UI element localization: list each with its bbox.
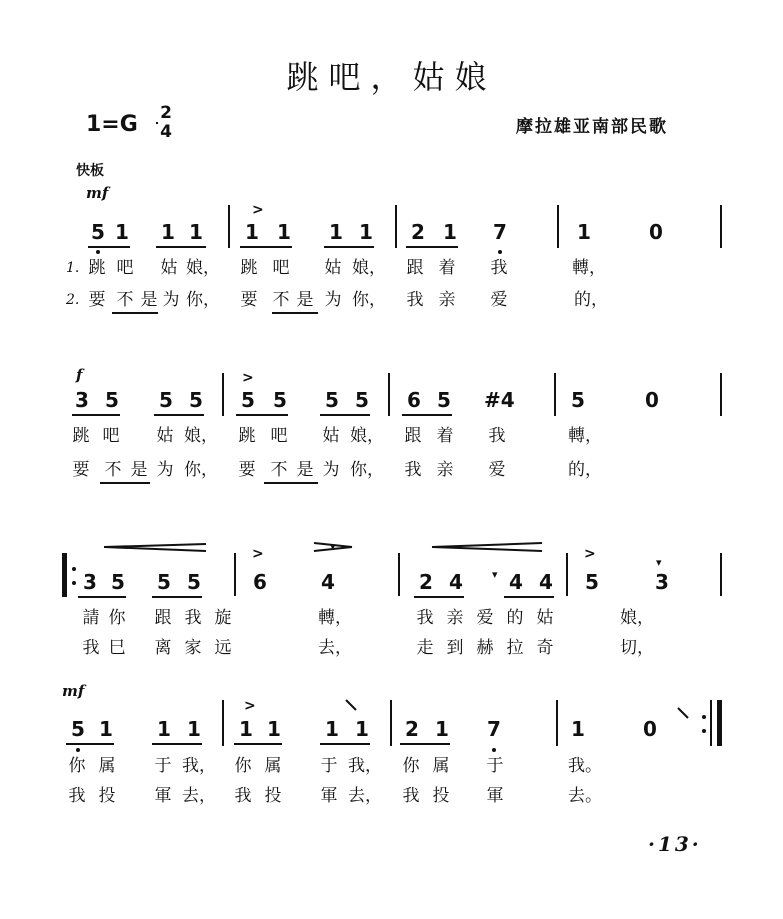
line3-verse2-lyric: 走 xyxy=(416,638,434,658)
line2-verse2-lyric: 的， xyxy=(568,460,602,480)
line1-verse1-lyric: 姑 xyxy=(160,258,178,278)
line2-verse1-lyric: 吧 xyxy=(270,426,288,446)
line1-note: 1 xyxy=(577,220,591,244)
line4-verse2-lyric: 我 xyxy=(234,786,252,806)
line4-note: 1 xyxy=(187,717,201,741)
line2-note: 5 xyxy=(325,388,339,412)
line3-note: 4 xyxy=(449,570,463,594)
line1-note: 1 xyxy=(115,220,129,244)
line3-note: 5 xyxy=(157,570,171,594)
line3-verse2-lyric: 远 xyxy=(214,638,232,658)
line2-verse2-lyric: 我 xyxy=(404,460,422,480)
line4-verse2-lyric: 軍 xyxy=(154,786,172,806)
line3-note: 5 xyxy=(111,570,125,594)
line2-verse1-lyric: 吧 xyxy=(102,426,120,446)
line2-verse1-lyric: 姑 xyxy=(322,426,340,446)
line3-note: 3 xyxy=(655,570,669,594)
line1-verse2-lyric: 要 xyxy=(88,290,106,310)
line2-verse2-lyric: 不 xyxy=(104,460,122,480)
line4-verse2-lyric: 去， xyxy=(348,786,382,806)
line3-verse1-lyric: 跟 xyxy=(154,608,172,628)
line2-verse1-lyric: 娘， xyxy=(184,426,218,446)
line2-note: 5 xyxy=(105,388,119,412)
line3-verse2-lyric: 拉 xyxy=(506,638,524,658)
dynamic-f-line2: f xyxy=(76,366,83,384)
line4-verse2-lyric: 投 xyxy=(264,786,282,806)
line3-verse1-lyric: 亲 xyxy=(446,608,464,628)
line1-verse2-lyric: 爱 xyxy=(490,290,508,310)
line4-verse1-lyric: 我， xyxy=(348,756,382,776)
line1-verse2-lyric: 不 xyxy=(272,290,290,310)
line1-verse2-lyric: 亲 xyxy=(438,290,456,310)
line2-verse2-lyric: 亲 xyxy=(436,460,454,480)
line4-verse1-lyric: 于 xyxy=(486,756,504,776)
line4-verse1-lyric: 属 xyxy=(98,756,116,776)
line2-note: 3 xyxy=(75,388,89,412)
line3-note: 5 xyxy=(187,570,201,594)
line4-verse2-lyric: 去。 xyxy=(568,786,602,806)
line2-note: 6 xyxy=(407,388,421,412)
accent-mark: > xyxy=(584,546,596,562)
line2-note: 5 xyxy=(159,388,173,412)
line4-verse1-lyric: 于 xyxy=(320,756,338,776)
line2-verse1-lyric: 着 xyxy=(436,426,454,446)
line3-verse2-lyric: 奇 xyxy=(536,638,554,658)
line3-verse1-lyric: 我 xyxy=(184,608,202,628)
line4-verse1-lyric: 你 xyxy=(68,756,86,776)
line4-note: 1 xyxy=(239,717,253,741)
tempo-marking: 快板 xyxy=(76,163,104,179)
line3-verse1-lyric: 旋 xyxy=(214,608,232,628)
line2-verse1-lyric: 娘， xyxy=(350,426,384,446)
key-signature: 1=G xyxy=(86,112,138,137)
line4-note: 1 xyxy=(571,717,585,741)
verse-number-2: 2. xyxy=(66,292,80,308)
line3-verse2-lyric: 家 xyxy=(184,638,202,658)
line1-verse2-lyric: 为 xyxy=(324,290,342,310)
line1-verse1-lyric: 吧 xyxy=(116,258,134,278)
line4-note: 1 xyxy=(435,717,449,741)
line1-verse1-lyric: 轉， xyxy=(572,258,606,278)
line1-verse1-lyric: 我 xyxy=(490,258,508,278)
line1-verse1-lyric: 娘， xyxy=(186,258,220,278)
line4-note: 5 xyxy=(71,717,85,741)
line4-verse2-lyric: 軍 xyxy=(486,786,504,806)
line4-verse2-lyric: 軍 xyxy=(320,786,338,806)
verse-number-1: 1. xyxy=(66,260,80,276)
line2-verse2-lyric: 你， xyxy=(350,460,384,480)
line4-verse1-lyric: 我。 xyxy=(568,756,602,776)
line3-verse1-lyric: 的 xyxy=(506,608,524,628)
crescendo-hairpin-2 xyxy=(432,543,542,551)
line4-verse2-lyric: 我 xyxy=(68,786,86,806)
line1-verse1-lyric: 姑 xyxy=(324,258,342,278)
line3-note: 2 xyxy=(419,570,433,594)
line2-verse2-lyric: 是 xyxy=(130,460,148,480)
line4-note: 1 xyxy=(325,717,339,741)
line4-verse1-lyric: 你 xyxy=(402,756,420,776)
line1-note: 2 xyxy=(411,220,425,244)
accent-mark: > xyxy=(244,698,256,714)
line3-verse2-lyric: 到 xyxy=(446,638,464,658)
line1-verse1-lyric: 着 xyxy=(438,258,456,278)
line3-verse1-lyric: 你 xyxy=(108,608,126,628)
line3-verse1-lyric: 我 xyxy=(416,608,434,628)
line4-verse2-lyric: 投 xyxy=(432,786,450,806)
line4-verse1-lyric: 于 xyxy=(154,756,172,776)
line2-note: 5 xyxy=(571,388,585,412)
line3-note: 3 xyxy=(83,570,97,594)
line4-note: 1 xyxy=(99,717,113,741)
line2-note: 5 xyxy=(189,388,203,412)
accent-mark: > xyxy=(252,546,264,562)
song-origin: 摩拉雄亚南部民歌 xyxy=(516,117,668,137)
dynamic-mf-line1: mf xyxy=(86,184,109,202)
line4-verse2-lyric: 我 xyxy=(402,786,420,806)
staccato-wedge: ▾ xyxy=(656,556,662,569)
line1-note: 1 xyxy=(245,220,259,244)
line3-verse2-lyric: 切， xyxy=(620,638,654,658)
line4-verse2-lyric: 去， xyxy=(182,786,216,806)
line1-note: 0 xyxy=(649,220,663,244)
accent-mark: > xyxy=(242,370,254,386)
line4-note: 0 xyxy=(643,717,657,741)
line4-verse2-lyric: 投 xyxy=(98,786,116,806)
line2-verse1-lyric: 轉， xyxy=(568,426,602,446)
line2-verse2-lyric: 不 xyxy=(270,460,288,480)
line1-verse2-lyric: 不 xyxy=(116,290,134,310)
time-signature-top: 2 xyxy=(160,103,172,123)
line2-verse2-lyric: 为 xyxy=(322,460,340,480)
line4-verse1-lyric: 属 xyxy=(264,756,282,776)
line4-verse1-lyric: 你 xyxy=(234,756,252,776)
line1-verse2-lyric: 是 xyxy=(296,290,314,310)
line2-verse1-lyric: 姑 xyxy=(156,426,174,446)
accent-mark: > xyxy=(252,202,264,218)
line1-note: 1 xyxy=(161,220,175,244)
line1-verse2-lyric: 为 xyxy=(162,290,180,310)
line3-note: 4 xyxy=(539,570,553,594)
line1-verse2-lyric: 是 xyxy=(140,290,158,310)
line3-verse2-lyric: 巳 xyxy=(108,638,126,658)
line1-note: 1 xyxy=(359,220,373,244)
line2-note: 0 xyxy=(645,388,659,412)
line4-verse1-lyric: 属 xyxy=(432,756,450,776)
line2-verse2-lyric: 要 xyxy=(72,460,90,480)
line3-verse1-lyric: 姑 xyxy=(536,608,554,628)
line2-note: 5 xyxy=(241,388,255,412)
line2-note: 5 xyxy=(273,388,287,412)
line2-verse1-lyric: 跳 xyxy=(238,426,256,446)
page-number: ·13· xyxy=(648,832,702,856)
line2-verse2-lyric: 要 xyxy=(238,460,256,480)
line3-note: 6 xyxy=(253,570,267,594)
line2-note: 5 xyxy=(355,388,369,412)
line1-verse2-lyric: 要 xyxy=(240,290,258,310)
line4-note: 2 xyxy=(405,717,419,741)
line3-verse2-lyric: 赫 xyxy=(476,638,494,658)
line1-verse2-lyric: 你， xyxy=(352,290,386,310)
line3-verse2-lyric: 去， xyxy=(318,638,352,658)
line2-verse1-lyric: 我 xyxy=(488,426,506,446)
line4-note: 1 xyxy=(355,717,369,741)
line1-verse2-lyric: 我 xyxy=(406,290,424,310)
line2-verse2-lyric: 为 xyxy=(156,460,174,480)
line1-verse2-lyric: 你， xyxy=(186,290,220,310)
line4-verse1-lyric: 我， xyxy=(182,756,216,776)
line1-verse1-lyric: 跳 xyxy=(240,258,258,278)
line3-verse1-lyric: 爱 xyxy=(476,608,494,628)
line2-verse2-lyric: 是 xyxy=(296,460,314,480)
time-signature-bottom: 4 xyxy=(160,122,172,142)
line1-verse1-lyric: 吧 xyxy=(272,258,290,278)
line1-note: 1 xyxy=(443,220,457,244)
line3-note: 4 xyxy=(321,570,335,594)
line1-note: 7 xyxy=(493,220,507,244)
line2-verse1-lyric: 跟 xyxy=(404,426,422,446)
line3-verse2-lyric: 离 xyxy=(154,638,172,658)
line1-verse1-lyric: 跳 xyxy=(88,258,106,278)
line1-verse1-lyric: 娘， xyxy=(352,258,386,278)
crescendo-hairpin xyxy=(104,544,206,551)
line2-note: #4 xyxy=(484,388,515,412)
line1-verse1-lyric: 跟 xyxy=(406,258,424,278)
line3-note: 4 xyxy=(509,570,523,594)
line3-verse1-lyric: 娘， xyxy=(620,608,654,628)
line2-verse1-lyric: 跳 xyxy=(72,426,90,446)
staccato-wedge: ▾ xyxy=(492,568,498,581)
line2-note: 5 xyxy=(437,388,451,412)
decrescendo-hairpin xyxy=(314,543,352,551)
line4-note: 1 xyxy=(157,717,171,741)
dynamic-mf-line4: mf xyxy=(62,682,85,700)
staccato-wedge: ▾ xyxy=(330,540,336,553)
breath-mark xyxy=(346,700,356,710)
line1-note: 5 xyxy=(91,220,105,244)
line1-verse2-lyric: 的， xyxy=(574,290,608,310)
line2-verse2-lyric: 你， xyxy=(184,460,218,480)
line3-verse2-lyric: 我 xyxy=(82,638,100,658)
line4-note: 7 xyxy=(487,717,501,741)
line1-note: 1 xyxy=(189,220,203,244)
line1-note: 1 xyxy=(329,220,343,244)
line1-note: 1 xyxy=(277,220,291,244)
line3-note: 5 xyxy=(585,570,599,594)
breath-mark-2 xyxy=(678,708,688,718)
line2-verse2-lyric: 爱 xyxy=(488,460,506,480)
line3-verse1-lyric: 請 xyxy=(82,608,100,628)
line4-note: 1 xyxy=(267,717,281,741)
song-title: 跳吧，姑娘 xyxy=(286,58,497,96)
line3-verse1-lyric: 轉， xyxy=(318,608,352,628)
